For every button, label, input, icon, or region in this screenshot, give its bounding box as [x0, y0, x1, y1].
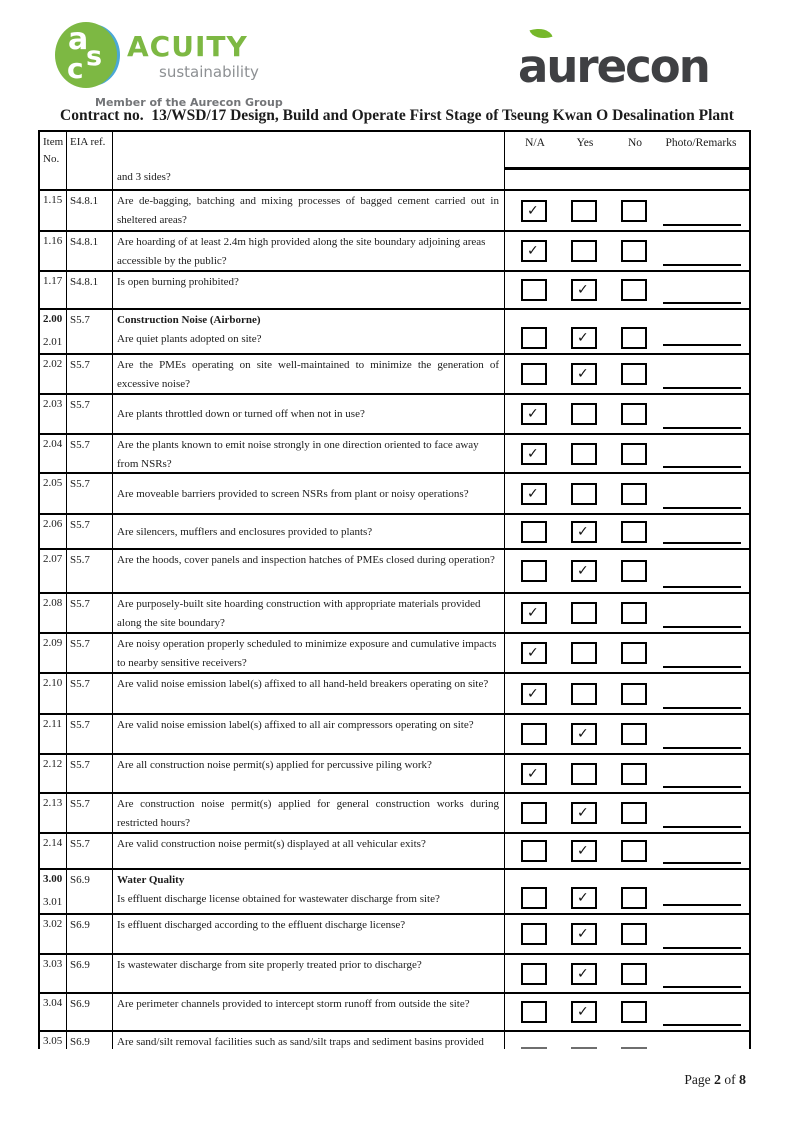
remarks-line[interactable] [663, 302, 741, 304]
yes-checkbox[interactable] [571, 363, 597, 385]
eia-ref: S5.7 [67, 515, 113, 548]
no-checkbox[interactable] [621, 363, 647, 385]
no-checkbox[interactable] [621, 923, 647, 945]
na-checkbox[interactable] [521, 723, 547, 745]
continuation-question: and 3 sides? [113, 132, 505, 189]
table-row [40, 755, 749, 794]
question-text: Are quiet plants adopted on site? [117, 332, 262, 345]
no-checkbox[interactable] [621, 403, 647, 425]
eia-ref: S5.7 [67, 395, 113, 433]
header-divider-line [505, 167, 749, 170]
eia-ref: S6.9 [67, 994, 113, 1030]
remarks-line[interactable] [663, 862, 741, 864]
answer-cell [505, 191, 749, 230]
no-checkbox[interactable] [621, 887, 647, 909]
remarks-line[interactable] [663, 1024, 741, 1026]
table-row [40, 994, 749, 1032]
eia-ref: S5.7 [67, 794, 113, 832]
question-cell [113, 870, 505, 913]
table-row [40, 515, 749, 550]
question-cell [113, 634, 505, 672]
question-cell [113, 994, 505, 1030]
answer-cell [505, 435, 749, 472]
table-row [40, 395, 749, 435]
remarks-line[interactable] [663, 542, 741, 544]
yes-checkbox[interactable] [571, 403, 597, 425]
question-text: Is effluent discharged according to the effluent discharge license? [117, 919, 406, 931]
question-text: Are moveable barriers provided to screen NSRs from plant or noisy operations? [117, 487, 469, 500]
question-text: Are sand/silt removal facilities such as sand/silt traps and sediment basins provided [117, 1036, 484, 1048]
answer-cell [505, 794, 749, 832]
section-title: Water Quality [117, 874, 185, 886]
monogram-letter-a: a [68, 22, 89, 57]
no-checkbox[interactable] [621, 1047, 647, 1049]
item-number: 2.12 [40, 755, 67, 792]
answer-cell [505, 1032, 749, 1049]
question-text: Are hoarding of at least 2.4m high provided along the site boundary adjoining areas accessible by the public? [117, 236, 486, 267]
eia-ref: S5.7 [67, 755, 113, 792]
question-cell [113, 191, 505, 230]
item-number: 3.05 [40, 1032, 67, 1049]
item-number: 2.02 [40, 355, 67, 393]
eia-ref: S5.7 [67, 634, 113, 672]
table-row [40, 955, 749, 994]
answer-cell [505, 955, 749, 992]
checkmark-icon: ✓ [577, 282, 589, 298]
na-checkbox[interactable] [521, 802, 547, 824]
yes-checkbox[interactable] [571, 240, 597, 262]
checkmark-icon: ✓ [577, 563, 589, 579]
yes-checkbox[interactable] [571, 763, 597, 785]
question-cell [113, 674, 505, 713]
remarks-line[interactable] [663, 427, 741, 429]
no-checkbox[interactable] [621, 240, 647, 262]
na-checkbox[interactable] [521, 887, 547, 909]
eia-ref: S5.7 [67, 715, 113, 753]
no-checkbox[interactable] [621, 683, 647, 705]
eia-ref: S4.8.1 [67, 191, 113, 230]
eia-ref: S5.7 [67, 310, 113, 353]
question-cell [113, 794, 505, 832]
eia-ref: S5.7 [67, 550, 113, 592]
answer-cell [505, 474, 749, 513]
table-row [40, 715, 749, 755]
table-row [40, 834, 749, 870]
question-text: Are plants throttled down or turned off when not in use? [117, 408, 365, 421]
no-checkbox[interactable] [621, 443, 647, 465]
checkmark-icon: ✓ [577, 726, 589, 742]
question-text: Are the PMEs operating on site well-maintained to minimize the generation of excessive noise? [117, 359, 499, 390]
item-number: 2.07 [40, 550, 67, 592]
checkmark-icon: ✓ [577, 843, 589, 859]
na-checkbox[interactable] [521, 403, 547, 425]
eia-ref: S6.9 [67, 915, 113, 953]
remarks-line[interactable] [663, 586, 741, 588]
question-cell [113, 715, 505, 753]
remarks-line[interactable] [663, 224, 741, 226]
yes-checkbox[interactable] [571, 1001, 597, 1023]
yes-checkbox[interactable] [571, 723, 597, 745]
remarks-line[interactable] [663, 707, 741, 709]
na-checkbox[interactable] [521, 602, 547, 624]
item-number: 2.04 [40, 435, 67, 472]
answer-cell [505, 755, 749, 792]
question-text: Are valid construction noise permit(s) displayed at all vehicular exits? [117, 838, 426, 850]
na-checkbox[interactable] [521, 483, 547, 505]
no-checkbox[interactable] [621, 327, 647, 349]
checkmark-icon: ✓ [527, 243, 539, 259]
no-checkbox[interactable] [621, 279, 647, 301]
na-checkbox[interactable] [521, 763, 547, 785]
aurecon-wordmark: aurecon [518, 40, 709, 93]
na-checkbox[interactable] [521, 1001, 547, 1023]
aurecon-logo [518, 40, 709, 93]
remarks-line[interactable] [663, 264, 741, 266]
na-checkbox[interactable] [521, 200, 547, 222]
yes-checkbox[interactable] [571, 683, 597, 705]
na-checkbox[interactable] [521, 683, 547, 705]
checkmark-icon: ✓ [527, 445, 539, 462]
answer-cell [505, 232, 749, 270]
column-header-na: N/A [525, 137, 545, 149]
item-number: 3.04 [40, 994, 67, 1030]
eia-ref: S6.9 [67, 870, 113, 913]
yes-checkbox[interactable] [571, 327, 597, 349]
checkmark-icon: ✓ [527, 485, 539, 502]
checkmark-icon: ✓ [577, 329, 589, 346]
yes-checkbox[interactable] [571, 642, 597, 664]
na-checkbox[interactable] [521, 327, 547, 349]
column-header-no: No [627, 137, 643, 149]
question-cell [113, 515, 505, 548]
yes-checkbox[interactable] [571, 1047, 597, 1049]
na-checkbox[interactable] [521, 240, 547, 262]
checkmark-icon: ✓ [577, 1004, 589, 1020]
yes-checkbox[interactable] [571, 560, 597, 582]
remarks-line[interactable] [663, 626, 741, 628]
checkmark-icon: ✓ [577, 965, 589, 982]
question-text: Are construction noise permit(s) applied for general construction works during restricted hours? [117, 798, 499, 829]
yes-checkbox[interactable] [571, 887, 597, 909]
checkmark-icon: ✓ [527, 765, 539, 782]
table-row [40, 550, 749, 594]
section-title: Construction Noise (Airborne) [117, 314, 261, 326]
question-cell [113, 1032, 505, 1049]
checkmark-icon: ✓ [577, 523, 589, 540]
na-checkbox[interactable] [521, 840, 547, 862]
checkmark-icon: ✓ [527, 685, 539, 702]
document-title: Contract no. 13/WSD/17 Design, Build and Operate First Stage of Tseung Kwan O Desalination Plant [60, 107, 734, 124]
item-number: 2.11 [40, 715, 67, 753]
checkmark-icon: ✓ [527, 605, 539, 621]
column-header-item-no: Item No. [40, 132, 67, 189]
question-text: Are all construction noise permit(s) applied for percussive piling work? [117, 759, 432, 771]
na-checkbox[interactable] [521, 521, 547, 543]
remarks-line[interactable] [663, 387, 741, 389]
table-row [40, 594, 749, 634]
no-checkbox[interactable] [621, 521, 647, 543]
question-cell [113, 435, 505, 472]
no-checkbox[interactable] [621, 723, 647, 745]
yes-checkbox[interactable] [571, 923, 597, 945]
question-cell [113, 272, 505, 308]
answer-cell [505, 674, 749, 713]
question-cell [113, 232, 505, 270]
no-checkbox[interactable] [621, 802, 647, 824]
eia-ref: S6.9 [67, 1032, 113, 1049]
no-checkbox[interactable] [621, 200, 647, 222]
answer-cell [505, 994, 749, 1030]
remarks-line[interactable] [663, 507, 741, 509]
answer-cell [505, 915, 749, 953]
yes-checkbox[interactable] [571, 443, 597, 465]
remarks-line[interactable] [663, 344, 741, 346]
question-text: Are silencers, mufflers and enclosures provided to plants? [117, 525, 373, 538]
eia-ref: S5.7 [67, 355, 113, 393]
question-cell [113, 834, 505, 868]
question-text: Is effluent discharge license obtained for wastewater discharge from site? [117, 892, 440, 905]
remarks-line[interactable] [663, 826, 741, 828]
checkmark-icon: ✓ [577, 366, 589, 382]
yes-checkbox[interactable] [571, 521, 597, 543]
checkmark-icon: ✓ [527, 202, 539, 219]
table-row [40, 474, 749, 515]
answer-cell [505, 550, 749, 592]
question-cell [113, 594, 505, 632]
question-cell [113, 395, 505, 433]
answer-cell [505, 272, 749, 308]
column-header-yes: Yes [576, 137, 594, 149]
checkmark-icon: ✓ [577, 926, 589, 942]
item-number: 2.13 [40, 794, 67, 832]
question-cell [113, 550, 505, 592]
checkmark-icon: ✓ [577, 805, 589, 821]
item-number: 3.02 [40, 915, 67, 953]
answer-cell [505, 594, 749, 632]
table-row [40, 794, 749, 834]
question-text: Are perimeter channels provided to intercept storm runoff from outside the site? [117, 998, 470, 1010]
table-row [40, 674, 749, 715]
question-text: Are valid noise emission label(s) affixed to all hand-held breakers operating on site? [117, 678, 489, 690]
eia-ref: S5.7 [67, 674, 113, 713]
answer-columns-header [505, 132, 749, 189]
acuity-subtitle: sustainability [159, 63, 259, 81]
question-text: Are de-bagging, batching and mixing processes of bagged cement carried out in sheltered areas? [117, 195, 499, 226]
table-row [40, 272, 749, 310]
eia-ref: S5.7 [67, 474, 113, 513]
answer-cell [505, 355, 749, 393]
table-row [40, 232, 749, 272]
checkmark-icon: ✓ [527, 645, 539, 661]
answer-cell [505, 870, 749, 913]
monogram-letter-c: c [67, 52, 84, 85]
question-text: Is wastewater discharge from site properly treated prior to discharge? [117, 959, 422, 971]
acuity-tagline: Member of the Aurecon Group [95, 96, 283, 109]
na-checkbox[interactable] [521, 443, 547, 465]
remarks-line[interactable] [663, 904, 741, 906]
table-row [40, 355, 749, 395]
acuity-badge-icon [55, 22, 119, 88]
eia-ref: S4.8.1 [67, 272, 113, 308]
checkmark-icon: ✓ [527, 406, 539, 422]
item-number: 2.00 2.01 [40, 310, 67, 353]
na-checkbox[interactable] [521, 560, 547, 582]
na-checkbox[interactable] [521, 642, 547, 664]
answer-cell [505, 310, 749, 353]
no-checkbox[interactable] [621, 840, 647, 862]
item-number: 3.00 3.01 [40, 870, 67, 913]
item-number: 3.03 [40, 955, 67, 992]
table-row [40, 191, 749, 232]
question-cell [113, 915, 505, 953]
na-checkbox[interactable] [521, 923, 547, 945]
item-number: 1.17 [40, 272, 67, 308]
acuity-logo [55, 20, 315, 110]
checkmark-icon: ✓ [577, 889, 589, 906]
eia-ref: S5.7 [67, 435, 113, 472]
answer-cell [505, 515, 749, 548]
answer-cell [505, 634, 749, 672]
table-row [40, 1032, 749, 1049]
item-number: 2.10 [40, 674, 67, 713]
answer-cell [505, 395, 749, 433]
question-text: Are noisy operation properly scheduled to minimize exposure and cumulative impacts to nearby sensitive receivers? [117, 638, 497, 669]
checklist-table [38, 130, 751, 1049]
na-checkbox[interactable] [521, 363, 547, 385]
yes-checkbox[interactable] [571, 279, 597, 301]
eia-ref: S4.8.1 [67, 232, 113, 270]
eia-ref: S5.7 [67, 834, 113, 868]
table-row [40, 915, 749, 955]
eia-ref: S5.7 [67, 594, 113, 632]
question-text: Is open burning prohibited? [117, 276, 239, 288]
question-cell [113, 310, 505, 353]
remarks-line[interactable] [663, 466, 741, 468]
table-header-row [40, 132, 749, 191]
no-checkbox[interactable] [621, 560, 647, 582]
question-cell [113, 474, 505, 513]
column-header-eia-ref: EIA ref. [67, 132, 113, 189]
item-number: 1.15 [40, 191, 67, 230]
monogram-letter-s: s [86, 41, 103, 72]
item-number: 1.16 [40, 232, 67, 270]
no-checkbox[interactable] [621, 602, 647, 624]
item-number: 2.03 [40, 395, 67, 433]
na-checkbox[interactable] [521, 963, 547, 985]
remarks-line[interactable] [663, 786, 741, 788]
table-row [40, 435, 749, 474]
item-number: 2.08 [40, 594, 67, 632]
column-header-photo-remarks: Photo/Remarks [665, 137, 737, 149]
item-number: 2.06 [40, 515, 67, 548]
yes-checkbox[interactable] [571, 483, 597, 505]
question-cell [113, 755, 505, 792]
yes-checkbox[interactable] [571, 963, 597, 985]
question-cell [113, 355, 505, 393]
no-checkbox[interactable] [621, 483, 647, 505]
question-text: Are valid noise emission label(s) affixed to all air compressors operating on site? [117, 719, 474, 731]
no-checkbox[interactable] [621, 963, 647, 985]
na-checkbox[interactable] [521, 1047, 547, 1049]
table-row [40, 310, 749, 355]
item-number: 2.14 [40, 834, 67, 868]
table-row [40, 870, 749, 915]
answer-cell [505, 715, 749, 753]
remarks-line[interactable] [663, 747, 741, 749]
eia-ref: S6.9 [67, 955, 113, 992]
table-row [40, 634, 749, 674]
item-number: 2.05 [40, 474, 67, 513]
remarks-line[interactable] [663, 947, 741, 949]
item-number: 2.09 [40, 634, 67, 672]
no-checkbox[interactable] [621, 642, 647, 664]
yes-checkbox[interactable] [571, 602, 597, 624]
yes-checkbox[interactable] [571, 840, 597, 862]
question-text: Are the plants known to emit noise strongly in one direction oriented to face away from NSRs? [117, 439, 479, 470]
page-number: Page 2 of 8 [684, 1072, 746, 1088]
question-text: Are the hoods, cover panels and inspection hatches of PMEs closed during operation? [117, 554, 495, 566]
remarks-line[interactable] [663, 986, 741, 988]
question-cell [113, 955, 505, 992]
na-checkbox[interactable] [521, 279, 547, 301]
yes-checkbox[interactable] [571, 200, 597, 222]
acuity-wordmark: ACUITY [127, 30, 248, 63]
remarks-line[interactable] [663, 666, 741, 668]
yes-checkbox[interactable] [571, 802, 597, 824]
no-checkbox[interactable] [621, 1001, 647, 1023]
question-text: Are purposely-built site hoarding construction with appropriate materials provided along the site boundary? [117, 598, 481, 629]
answer-cell [505, 834, 749, 868]
no-checkbox[interactable] [621, 763, 647, 785]
